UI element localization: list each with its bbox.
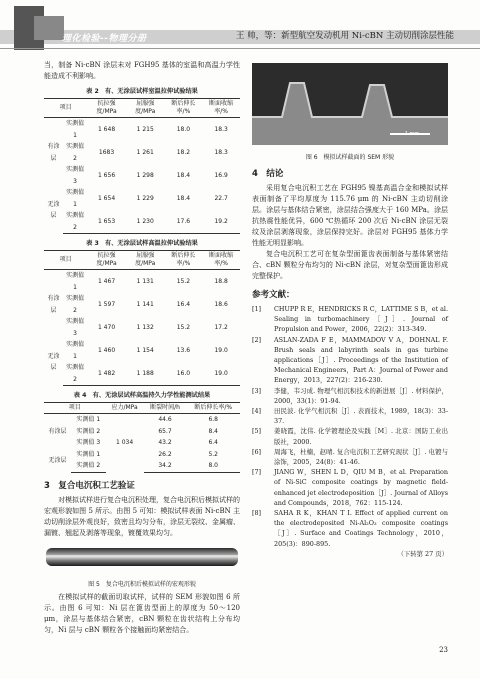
group-label: 有涂层	[47, 295, 60, 314]
table2	[44, 98, 240, 234]
table-row	[44, 187, 240, 210]
table-cell: 1 482	[87, 362, 126, 386]
table-header: 断裂时间/h	[144, 403, 187, 414]
table-row	[44, 414, 240, 426]
table-header: 断面收缩率/%	[202, 99, 240, 118]
reference-list	[252, 304, 448, 559]
table2-caption: 表 2 有、无涂层试样室温拉伸试验结果	[86, 88, 198, 95]
table-cell: 实测值 1	[76, 416, 101, 423]
table-row	[44, 339, 240, 362]
table-header: 断后伸长率/%	[165, 251, 203, 270]
references-title: 参考文献：	[252, 290, 295, 300]
scale-bar-label: 1 mm	[404, 131, 420, 137]
table-cell: 实测值 2	[76, 427, 101, 435]
reference-number: [8]	[252, 509, 262, 518]
table-cell: 18.0	[176, 125, 191, 133]
table-cell: 实测值 1	[76, 450, 101, 458]
reference-item	[252, 304, 448, 335]
reference-number: [2]	[252, 335, 262, 344]
reference-text: SAHA R K，KHAN T I. Effect of applied current on the electrodeposited Ni-Al₂O₃ composite coatings［J］. Surface and Coatings Technology，2010，205(3)：890-895.	[274, 509, 448, 548]
reference-item	[252, 406, 448, 426]
table3	[44, 250, 240, 386]
table-cell: 1 132	[136, 323, 154, 331]
stress-value: 1 034	[116, 439, 134, 447]
table-cell: 实测值 3	[66, 166, 85, 185]
table-cell: 19.0	[202, 362, 240, 386]
section3-paragraph1: 对模拟试样进行复合电沉积处理，复合电沉积后模拟试样的宏观形貌如图 5 所示。由图 5 可知：模拟试样表面 Ni-cBN 主动切削涂层外观良好，致密且均匀分布，涂层无裂纹、金属瘤、漏镀、翘起及剥落等现象，镀覆效果均匀。	[44, 495, 240, 537]
table-cell: 19.2	[202, 210, 240, 234]
table-header: 抗拉强度/MPa	[87, 99, 126, 118]
table-cell: 1 261	[136, 148, 154, 156]
reference-item	[252, 426, 448, 446]
table-cell: 6.8	[208, 416, 218, 423]
section3-title: 3 复合电沉积工艺验证	[44, 480, 135, 491]
reference-text: JIANG W，SHEN L D，QIU M B，et al. Preparation of Ni-SiC composite coatings by magnetic field-enhanced jet electrodeposition［J］. Journal of Alloys and Compounds，2018，762：115-124.	[274, 468, 448, 507]
table-cell: 1 654	[97, 194, 116, 202]
table-header: 项目	[44, 403, 106, 414]
table-cell: 1 141	[136, 300, 154, 308]
table-cell: 实测值 3	[66, 318, 85, 337]
journal-logo	[14, 6, 64, 50]
table-cell: 43.2	[158, 439, 172, 446]
table-cell: 18.8	[214, 277, 228, 285]
reference-text: CHUPP R E，HENDRICKS R C，LATTIME S B，et al. Sealing in turbomachinery［J］. Journal of Propulsion and Power，2006，22(2)：313-349.	[274, 305, 448, 334]
table-cell: 实测值 2	[66, 143, 85, 162]
reference-number: [3]	[252, 386, 262, 395]
section4-paragraph2: 复合电沉积工艺可在复杂型面篦齿表面制备与基体紧密结合、cBN 颗粒分布均匀的 Ni-cBN 涂层，对复杂型面篦齿形成完整保护。	[252, 250, 448, 280]
table-cell: 1 230	[126, 210, 165, 234]
table-cell: 实测值 2	[66, 295, 85, 314]
group-label: 无涂层	[48, 456, 67, 464]
table3-caption: 表 3 有、无涂层试样高温拉伸试验结果	[86, 240, 198, 247]
header-rule	[0, 48, 480, 49]
figure6-caption: 图 6 模拟试样截面的 SEM 形貌	[305, 154, 395, 161]
reference-text: 田民波. 化学气相沉积［J］. 表面技术，1989，18(3)：33-37.	[274, 407, 448, 426]
table-cell: 1 467	[97, 277, 116, 285]
table-header: 断面收缩率/%	[202, 251, 240, 270]
table-cell: 8.4	[208, 427, 218, 435]
reference-item	[252, 335, 448, 386]
table-cell: 1 188	[126, 362, 165, 386]
table-cell: 1 298	[136, 171, 154, 179]
table-cell: 1 656	[97, 171, 116, 179]
reference-text: 李健，韦习成. 物理气相沉积技术的新进展［J］. 材料保护，2000，33(1)：91-94.	[274, 386, 448, 405]
group-label: 有涂层	[47, 143, 60, 162]
section4-paragraph1: 采用复合电沉积工艺在 FGH95 镍基高温合金和模拟试样表面制备了平均厚度为 115.76 μm 的 Ni-cBN 主动切削涂层。涂层与基体结合紧密，涂层结合强度大于 160 MPa。涂层抗热震性能优异，600 ℃热循环 200 次后 Ni-cBN 涂层无裂纹及涂层剥落现象，涂层保持完好。涂层对 FGH95 基体力学性能无明显影响。	[252, 184, 448, 247]
page-header	[0, 0, 480, 52]
table-cell: 1 229	[136, 194, 154, 202]
table-row	[44, 270, 240, 294]
table-cell: 18.3	[214, 125, 228, 133]
table-cell: 实测值 1	[66, 189, 85, 208]
group-label: 有涂层	[48, 427, 67, 435]
table-row	[44, 118, 240, 142]
table-cell: 5.2	[208, 450, 218, 458]
table-cell: 实测值 1	[66, 341, 85, 360]
reference-item	[252, 386, 448, 406]
table-cell: 15.2	[176, 277, 191, 285]
table-cell: 1683	[98, 148, 115, 156]
running-title: 王 帅，等：新型航空发动机用 Ni-cBN 主动切削涂层性能	[235, 31, 454, 41]
table-cell: 26.2	[158, 450, 172, 458]
table-cell: 22.7	[214, 194, 228, 202]
table-header: 断后伸长率/%	[186, 403, 240, 414]
reference-number: [1]	[252, 305, 262, 313]
table-header: 屈服强度/MPa	[126, 251, 165, 270]
table-cell: 1 648	[97, 125, 116, 133]
table-cell: 1 597	[97, 300, 116, 308]
reference-text: ASLAN-ZADA F E，MAMMADOV V A，DOHNAL F. Brush seals and labyrinth seals in gas turbine applications［J］. Proceedings of the Institution of Mechanical Engineers，Part A：Journal of Power and Energy，2013，227(2)：216-230.	[274, 335, 448, 385]
figure5-image	[44, 542, 240, 576]
continued-note: （下转第 27 页）	[397, 549, 448, 558]
reference-text: 姜晓霞，沈伟. 化学镀理论及实践［M］. 北京：国防工业出版社，2000.	[274, 427, 448, 446]
table-cell: 18.4	[176, 171, 191, 179]
figure6-image	[252, 63, 448, 149]
left-column	[44, 60, 240, 636]
table-cell: 1 154	[136, 346, 154, 354]
table-cell: 19.0	[214, 346, 228, 354]
table-header: 项目	[44, 251, 87, 270]
table-header: 断后伸长率/%	[165, 99, 203, 118]
table-cell: 1 131	[136, 277, 154, 285]
reference-item	[252, 508, 448, 549]
table-cell: 1 460	[97, 346, 116, 354]
table-cell: 实测值 1	[66, 120, 85, 139]
table-cell: 18.4	[176, 194, 191, 202]
table-row	[44, 293, 240, 316]
table-header: 应力/MPa	[106, 403, 144, 414]
table-cell: 实测值 1	[66, 272, 85, 291]
table-cell: 8.0	[186, 460, 240, 472]
table-cell: 18.2	[176, 148, 191, 156]
table-cell: 18.6	[214, 300, 228, 308]
table-row	[44, 141, 240, 164]
right-column	[252, 60, 448, 559]
group-label: 无涂层	[47, 352, 60, 372]
intro-paragraph: 当，制备 Ni-cBN 涂层未对 FGH95 基体的室温和高温力学性能造成不利影响。	[44, 61, 240, 80]
section3-paragraph2: 在模拟试样的截面切取试样，试样的 SEM 形貌如图 6 所示。由图 6 可知：Ni 层在篦齿型面上的厚度为 50～120 μm，涂层与基体结合紧密，cBN 颗粒在齿状结构上分布均匀，Ni 层与 cBN 颗粒各个接触面均紧密结合。	[44, 592, 240, 634]
table-header: 项目	[44, 99, 87, 118]
table-cell: 1 215	[136, 125, 154, 133]
group-label: 无涂层	[47, 200, 60, 220]
reference-item	[252, 467, 448, 508]
table-cell: 16.0	[165, 362, 203, 386]
table4-caption: 表 4 有、无涂层试样高温持久力学性能测试结果	[73, 392, 211, 399]
table-cell: 6.4	[208, 439, 218, 446]
table-cell: 18.3	[214, 148, 228, 156]
table-cell: 1 653	[87, 210, 126, 234]
table-cell: 15.2	[176, 323, 191, 331]
journal-section-name: 理化检验--物理分册	[62, 34, 147, 44]
reference-number: [5]	[252, 427, 262, 436]
table-row	[44, 362, 240, 386]
table-header: 抗拉强度/MPa	[87, 251, 126, 270]
table-cell: 44.6	[158, 416, 172, 423]
reference-number: [6]	[252, 447, 262, 456]
table-cell: 34.2	[144, 460, 187, 472]
table-cell: 实测值 3	[76, 439, 101, 446]
table-cell: 17.6	[165, 210, 203, 234]
table-cell: 1 470	[97, 323, 116, 331]
reference-item	[252, 447, 448, 467]
table-cell: 65.7	[158, 427, 172, 435]
table-cell: 实测值 2	[63, 210, 87, 234]
table-row	[44, 164, 240, 187]
table4	[44, 402, 240, 473]
table-row	[44, 316, 240, 339]
reference-number: [7]	[252, 468, 262, 477]
table-cell: 17.2	[214, 323, 228, 331]
page-number: 23	[439, 646, 448, 654]
figure5-caption: 图 5 复合电沉积后模拟试样的宏观形貌	[88, 580, 196, 588]
reference-text: 周海飞，杜楠，赵晴. 复合电沉积工艺研究现状［J］. 电镀与涂饰，2005，24(8)：41-46.	[274, 447, 448, 467]
table-header: 屈服强度/MPa	[126, 99, 165, 118]
section4-title: 4 结论	[252, 169, 284, 179]
table-cell: 16.9	[214, 171, 228, 179]
table-cell: 实测值 2	[71, 460, 106, 472]
reference-number: [4]	[252, 407, 262, 416]
table-row	[44, 210, 240, 234]
table-cell: 13.6	[176, 346, 191, 354]
table-cell: 16.4	[176, 300, 191, 308]
table-cell: 实测值 2	[63, 362, 87, 386]
